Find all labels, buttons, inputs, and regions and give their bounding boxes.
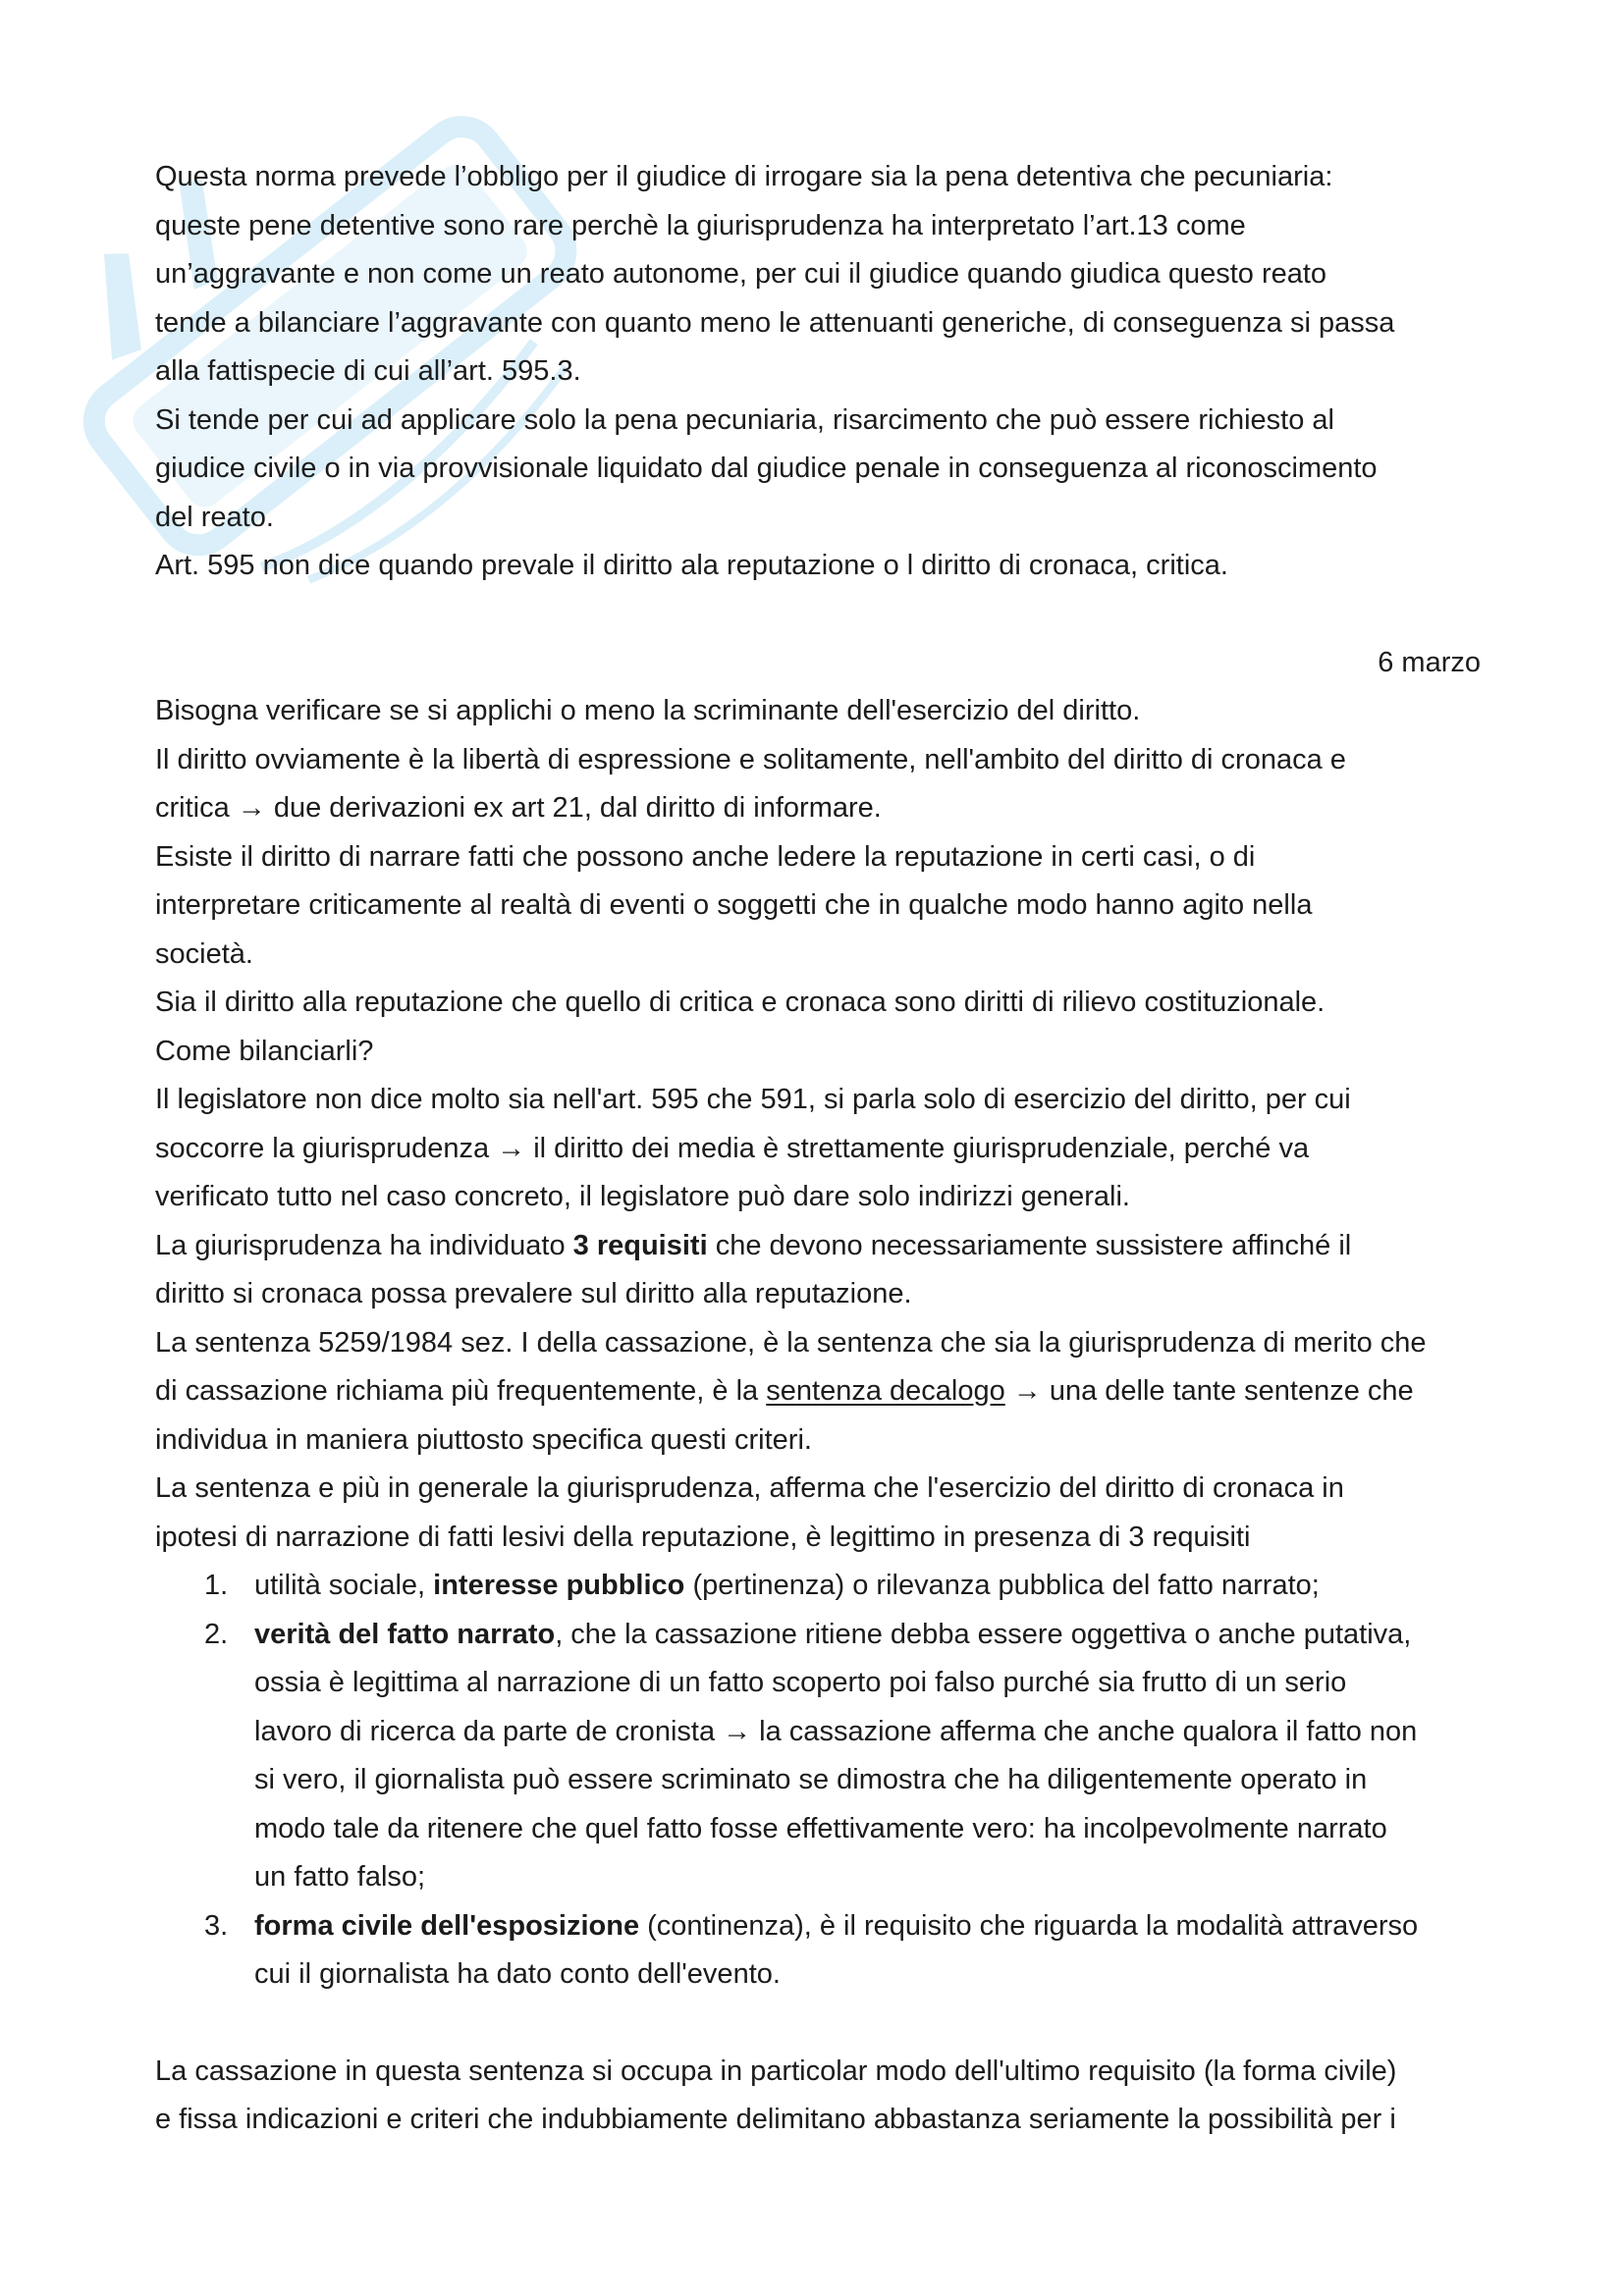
text-line: diritto si cronaca possa prevalere sul diritto alla reputazione. <box>155 1278 912 1309</box>
text-line: forma civile dell'esposizione (continenza), è il requisito che riguarda la modalità attraverso <box>254 1909 1419 1942</box>
text-line: La sentenza e più in generale la giurisprudenza, afferma che l'esercizio del diritto di cronaca in <box>155 1472 1344 1504</box>
text-line: verità del fatto narrato, che la cassazione ritiene debba essere oggettiva o anche putativa, <box>254 1618 1412 1650</box>
intro-paragraph <box>155 153 1481 591</box>
text-line: Il diritto ovviamente è la libertà di espressione e solitamente, nell'ambito del diritto di cronaca e <box>155 743 1346 775</box>
list-item <box>155 1562 1481 1611</box>
text-line: Si tende per cui ad applicare solo la pena pecuniaria, risarcimento che può essere richiesto al <box>155 403 1334 436</box>
text-line: interpretare criticamente al realtà di eventi o soggetti che in qualche modo hanno agito nella <box>155 889 1313 921</box>
bold-term: interesse pubblico <box>433 1570 685 1601</box>
text-line: Il legislatore non dice molto sia nell'art. 595 che 591, si parla solo di esercizio del diritto, per cui <box>155 1084 1351 1115</box>
text-line: La giurisprudenza ha individuato 3 requisiti che devono necessariamente sussistere affinché il <box>155 1229 1352 1261</box>
text-line: società. <box>155 937 253 970</box>
text-line: del reato. <box>155 501 274 533</box>
text-line: alla fattispecie di cui all’art. 595.3. <box>155 355 581 387</box>
text-body <box>155 153 1481 2145</box>
text-line: cui il giornalista ha dato conto dell'evento. <box>254 1958 781 1990</box>
text-line: soccorre la giurisprudenza → il diritto dei media è strettamente giurisprudenziale, perché va <box>155 1132 1310 1164</box>
text-line: un’aggravante e non come un reato autonome, per cui il giudice quando giudica questo reato <box>155 258 1327 290</box>
text-line: tende a bilanciare l’aggravante con quanto meno le attenuanti generiche, di conseguenza si passa <box>155 306 1395 339</box>
text-line: verificato tutto nel caso concreto, il legislatore può dare solo indirizzi generali. <box>155 1181 1130 1212</box>
paragraph-spacer <box>155 2000 1481 2048</box>
text-line: La sentenza 5259/1984 sez. I della cassazione, è la sentenza che sia la giurisprudenza di merito che <box>155 1326 1427 1359</box>
list-item <box>155 1902 1481 2000</box>
text-line: si vero, il giornalista può essere scriminato se dimostra che ha diligentemente operato in <box>254 1764 1368 1795</box>
bold-term: 3 requisiti <box>572 1229 708 1261</box>
bold-term: verità del fatto narrato <box>254 1618 556 1650</box>
list-number: 2. <box>204 1618 229 1650</box>
text-line: Questa norma prevede l’obbligo per il giudice di irrogare sia la pena detentiva che pecuniaria: <box>155 161 1333 192</box>
closing-paragraph <box>155 2048 1481 2145</box>
text-line: e fissa indicazioni e criteri che indubbiamente delimitano abbastanza seriamente la possibilità per i <box>155 2104 1396 2135</box>
text-line: individua in maniera piuttosto specifica questi criteri. <box>155 1423 812 1456</box>
underlined-term: sentenza decalogo <box>766 1375 1005 1407</box>
text-line: utilità sociale, interesse pubblico (pertinenza) o rilevanza pubblica del fatto narrato; <box>254 1570 1320 1601</box>
text-line: modo tale da ritenere che quel fatto fosse effettivamente vero: ha incolpevolmente narrato <box>254 1812 1387 1844</box>
list-item <box>155 1611 1481 1902</box>
text-line: Esiste il diritto di narrare fatti che possono anche ledere la reputazione in certi casi, o di <box>155 840 1256 873</box>
text-line: La cassazione in questa sentenza si occupa in particolar modo dell'ultimo requisito (la forma civile) <box>155 2055 1397 2087</box>
list-number: 1. <box>204 1570 229 1601</box>
section-date: 6 marzo <box>1378 646 1481 678</box>
text-line: ipotesi di narrazione di fatti lesivi della reputazione, è legittimo in presenza di 3 requisiti <box>155 1521 1251 1553</box>
requisiti-list <box>155 1562 1481 2000</box>
text-line: Come bilanciarli? <box>155 1035 374 1067</box>
text-line: un fatto falso; <box>254 1861 426 1893</box>
text-line: Art. 595 non dice quando prevale il diritto ala reputazione o l diritto di cronaca, critica. <box>155 550 1228 581</box>
list-number: 3. <box>204 1909 229 1942</box>
text-line: Sia il diritto alla reputazione che quello di critica e cronaca sono diritti di rilievo costituzionale. <box>155 987 1325 1018</box>
bold-term: forma civile dell'esposizione <box>254 1909 640 1942</box>
text-line: ossia è legittima al narrazione di un fatto scoperto poi falso purché sia frutto di un serio <box>254 1667 1347 1698</box>
text-line: critica → due derivazioni ex art 21, dal diritto di informare. <box>155 792 882 824</box>
text-line: giudice civile o in via provvisionale liquidato dal giudice penale in conseguenza al riconoscimento <box>155 453 1378 484</box>
text-line: Bisogna verificare se si applichi o meno la scriminante dell'esercizio del diritto. <box>155 695 1141 726</box>
text-line: lavoro di ricerca da parte de cronista → la cassazione afferma che anche qualora il fatto non <box>254 1715 1418 1747</box>
text-line: di cassazione richiama più frequentemente, è la sentenza decalogo → una delle tante sentenze che <box>155 1375 1414 1407</box>
text-line: queste pene detentive sono rare perchè la giurisprudenza ha interpretato l’art.13 come <box>155 209 1246 241</box>
body-paragraph <box>155 687 1481 1562</box>
